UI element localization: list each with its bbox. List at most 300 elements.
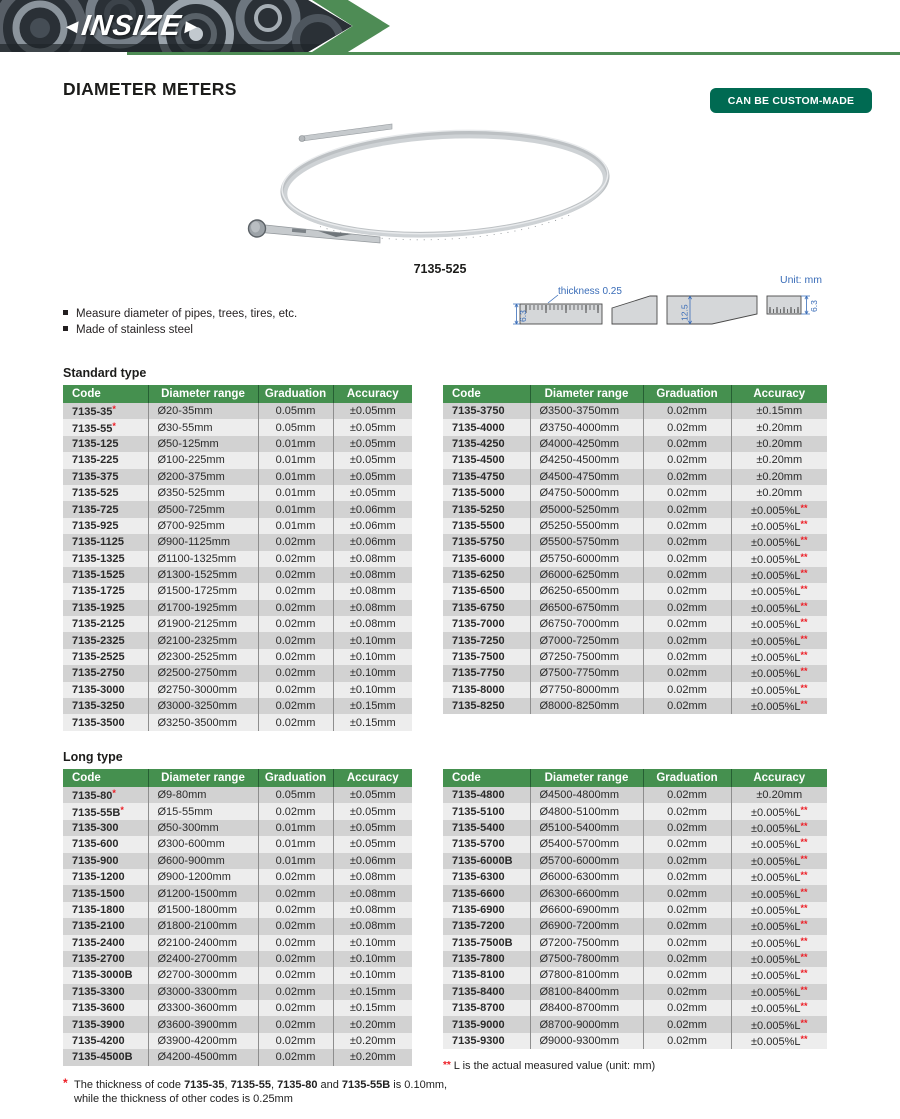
- code-cell: 7135-1925: [72, 601, 125, 614]
- diameter-range-cell: Ø1500-1725mm: [148, 583, 258, 599]
- diameter-range-cell: Ø1200-1500mm: [148, 885, 258, 901]
- graduation-cell: 0.02mm: [643, 452, 731, 468]
- table-row: [443, 869, 827, 885]
- table-row: [63, 518, 412, 534]
- column-header-code: Code: [63, 385, 148, 403]
- table-row: [63, 820, 412, 836]
- graduation-cell: 0.02mm: [643, 1000, 731, 1016]
- list-item: [63, 306, 297, 322]
- table-row: [443, 551, 827, 567]
- bullet-square-icon: [63, 310, 68, 315]
- table-row: [63, 485, 412, 501]
- diameter-range-cell: Ø4000-4250mm: [530, 436, 643, 452]
- diameter-range-cell: Ø350-525mm: [148, 485, 258, 501]
- diameter-range-cell: Ø2100-2325mm: [148, 632, 258, 648]
- graduation-cell: 0.02mm: [643, 436, 731, 452]
- diameter-range-cell: Ø3900-4200mm: [148, 1033, 258, 1049]
- code-cell: 7135-5750: [452, 536, 505, 549]
- diameter-range-cell: Ø6500-6750mm: [530, 600, 643, 616]
- graduation-cell: 0.02mm: [643, 902, 731, 918]
- accuracy-cell: ±0.15mm: [333, 698, 412, 714]
- accuracy-cell: ±0.08mm: [333, 551, 412, 567]
- graduation-cell: 0.02mm: [643, 698, 731, 714]
- asterisk-marker: **: [800, 935, 808, 946]
- accuracy-cell: ±0.08mm: [333, 583, 412, 599]
- asterisk-marker: **: [800, 600, 808, 611]
- code-cell: 7135-2125: [72, 618, 125, 631]
- column-header-accuracy: Accuracy: [333, 385, 412, 403]
- table-row: [63, 803, 412, 819]
- graduation-cell: 0.05mm: [258, 403, 333, 419]
- accuracy-cell: ±0.005%L**: [731, 600, 827, 616]
- table-row: [63, 984, 412, 1000]
- graduation-cell: 0.02mm: [258, 714, 333, 730]
- graduation-cell: 0.02mm: [643, 419, 731, 435]
- graduation-cell: 0.01mm: [258, 485, 333, 501]
- graduation-cell: 0.01mm: [258, 518, 333, 534]
- graduation-cell: 0.02mm: [643, 485, 731, 501]
- table-row: [443, 885, 827, 901]
- table-row: [63, 665, 412, 681]
- asterisk-marker: *: [112, 420, 116, 431]
- graduation-cell: 0.02mm: [643, 935, 731, 951]
- table-row: [63, 567, 412, 583]
- long-type-table-left: [63, 769, 412, 1066]
- graduation-cell: 0.02mm: [643, 967, 731, 983]
- graduation-cell: 0.02mm: [643, 984, 731, 1000]
- diameter-range-cell: Ø3000-3250mm: [148, 698, 258, 714]
- diameter-range-cell: Ø900-1200mm: [148, 869, 258, 885]
- diameter-range-cell: Ø6250-6500mm: [530, 583, 643, 599]
- diameter-range-cell: Ø8400-8700mm: [530, 1000, 643, 1016]
- accuracy-cell: ±0.005%L**: [731, 869, 827, 885]
- table-row: [443, 583, 827, 599]
- accuracy-cell: ±0.08mm: [333, 616, 412, 632]
- graduation-cell: 0.02mm: [258, 682, 333, 698]
- table-row: [63, 1016, 412, 1032]
- code-cell: 7135-525: [72, 487, 119, 500]
- asterisk-marker: **: [800, 919, 808, 930]
- graduation-cell: 0.02mm: [643, 551, 731, 567]
- accuracy-cell: ±0.005%L**: [731, 1016, 827, 1032]
- table-row: [443, 632, 827, 648]
- table-row: [443, 853, 827, 869]
- diameter-range-cell: Ø1700-1925mm: [148, 600, 258, 616]
- accuracy-cell: ±0.05mm: [333, 787, 412, 803]
- dim-left-label: 6.3: [518, 310, 528, 322]
- feature-text: Measure diameter of pipes, trees, tires, etc.: [76, 308, 298, 320]
- diameter-range-cell: Ø5000-5250mm: [530, 501, 643, 517]
- graduation-cell: 0.02mm: [258, 616, 333, 632]
- column-header-graduation: Graduation: [258, 385, 333, 403]
- asterisk-marker: *: [120, 804, 124, 815]
- table-row: [443, 567, 827, 583]
- diameter-range-cell: Ø2300-2525mm: [148, 649, 258, 665]
- diameter-range-cell: Ø5750-6000mm: [530, 551, 643, 567]
- diameter-range-cell: Ø6750-7000mm: [530, 616, 643, 632]
- code-cell: 7135-925: [72, 519, 119, 532]
- diameter-range-cell: Ø7750-8000mm: [530, 682, 643, 698]
- table-row: [443, 918, 827, 934]
- accuracy-cell: ±0.005%L**: [731, 583, 827, 599]
- diameter-range-cell: Ø600-900mm: [148, 853, 258, 869]
- accuracy-cell: ±0.10mm: [333, 935, 412, 951]
- graduation-cell: 0.02mm: [643, 820, 731, 836]
- table-row: [63, 682, 412, 698]
- table-row: [443, 902, 827, 918]
- table-row: [63, 534, 412, 550]
- graduation-cell: 0.02mm: [643, 534, 731, 550]
- asterisk-marker: **: [800, 886, 808, 897]
- graduation-cell: 0.02mm: [643, 1033, 731, 1049]
- accuracy-cell: ±0.005%L**: [731, 1000, 827, 1016]
- accuracy-cell: ±0.20mm: [731, 452, 827, 468]
- accuracy-cell: ±0.20mm: [333, 1016, 412, 1032]
- code-cell: 7135-80*: [72, 788, 116, 803]
- table-row: [63, 419, 412, 435]
- table-row: [443, 787, 827, 803]
- diameter-range-cell: Ø3250-3500mm: [148, 714, 258, 730]
- accuracy-cell: ±0.005%L**: [731, 836, 827, 852]
- graduation-cell: 0.02mm: [643, 803, 731, 819]
- code-cell: 7135-7800: [452, 953, 505, 966]
- feature-text: Made of stainless steel: [76, 324, 193, 336]
- diameter-range-cell: Ø500-725mm: [148, 501, 258, 517]
- diameter-range-cell: Ø8700-9000mm: [530, 1016, 643, 1032]
- accuracy-cell: ±0.15mm: [333, 984, 412, 1000]
- graduation-cell: 0.02mm: [643, 951, 731, 967]
- diameter-range-cell: Ø7000-7250mm: [530, 632, 643, 648]
- footnote-text: The thickness of code 7135-35, 7135-55, 7135-80 and 7135-55B is 0.10mm, while the thickness of other codes is 0.25mm: [74, 1079, 448, 1105]
- accuracy-cell: ±0.08mm: [333, 902, 412, 918]
- code-cell: 7135-7500B: [452, 936, 513, 949]
- graduation-cell: 0.02mm: [258, 698, 333, 714]
- diameter-range-cell: Ø9-80mm: [148, 787, 258, 803]
- code-cell: 7135-300: [72, 821, 119, 834]
- code-cell: 7135-225: [72, 454, 119, 467]
- graduation-cell: 0.01mm: [258, 436, 333, 452]
- table-row: [443, 1000, 827, 1016]
- standard-type-table-right: [443, 385, 827, 714]
- table-row: [63, 935, 412, 951]
- accuracy-cell: ±0.005%L**: [731, 616, 827, 632]
- diameter-range-cell: Ø2750-3000mm: [148, 682, 258, 698]
- diameter-range-cell: Ø3000-3300mm: [148, 984, 258, 1000]
- accuracy-cell: ±0.10mm: [333, 682, 412, 698]
- diameter-range-cell: Ø2700-3000mm: [148, 967, 258, 983]
- graduation-cell: 0.02mm: [643, 518, 731, 534]
- diameter-range-cell: Ø100-225mm: [148, 452, 258, 468]
- asterisk-marker: **: [800, 617, 808, 628]
- table-row: [63, 885, 412, 901]
- table-row: [63, 649, 412, 665]
- asterisk-marker: **: [800, 870, 808, 881]
- accuracy-cell: ±0.005%L**: [731, 803, 827, 819]
- code-cell: 7135-3000B: [72, 969, 133, 982]
- table-header-row: [63, 769, 412, 787]
- graduation-cell: 0.02mm: [258, 984, 333, 1000]
- accuracy-cell: ±0.005%L**: [731, 951, 827, 967]
- accuracy-cell: ±0.05mm: [333, 803, 412, 819]
- graduation-cell: 0.02mm: [258, 649, 333, 665]
- graduation-cell: 0.02mm: [258, 1049, 333, 1065]
- code-cell: 7135-7000: [452, 618, 505, 631]
- table-row: [63, 632, 412, 648]
- accuracy-cell: ±0.20mm: [333, 1033, 412, 1049]
- table-row: [63, 469, 412, 485]
- asterisk-marker: **: [800, 820, 808, 831]
- diameter-range-cell: Ø700-925mm: [148, 518, 258, 534]
- accuracy-cell: ±0.005%L**: [731, 698, 827, 714]
- code-cell: 7135-4000: [452, 421, 505, 434]
- technical-drawing: [512, 270, 897, 348]
- code-cell: 7135-8100: [452, 969, 505, 982]
- asterisk-marker: **: [800, 633, 808, 644]
- accuracy-cell: ±0.05mm: [333, 485, 412, 501]
- tape-section-drawing: [512, 270, 897, 348]
- graduation-cell: 0.02mm: [258, 918, 333, 934]
- graduation-cell: 0.05mm: [258, 419, 333, 435]
- asterisk-marker: **: [800, 502, 808, 513]
- page-title: DIAMETER METERS: [63, 79, 237, 99]
- code-cell: 7135-125: [72, 437, 119, 450]
- code-cell: 7135-600: [72, 838, 119, 851]
- diameter-range-cell: Ø6900-7200mm: [530, 918, 643, 934]
- asterisk-marker: **: [800, 551, 808, 562]
- table-row: [443, 534, 827, 550]
- code-cell: 7135-3300: [72, 985, 125, 998]
- graduation-cell: 0.02mm: [258, 902, 333, 918]
- table-row: [443, 518, 827, 534]
- table-row: [443, 984, 827, 1000]
- accuracy-cell: ±0.20mm: [731, 436, 827, 452]
- accuracy-cell: ±0.20mm: [731, 787, 827, 803]
- diameter-range-cell: Ø2500-2750mm: [148, 665, 258, 681]
- diameter-range-cell: Ø5100-5400mm: [530, 820, 643, 836]
- banner-underline: [127, 52, 900, 55]
- table-row: [443, 1033, 827, 1049]
- diameter-range-cell: Ø3500-3750mm: [530, 403, 643, 419]
- code-cell: 7135-9300: [452, 1035, 505, 1048]
- table-row: [443, 403, 827, 419]
- accuracy-cell: ±0.05mm: [333, 836, 412, 852]
- diameter-range-cell: Ø1800-2100mm: [148, 918, 258, 934]
- column-header-graduation: Graduation: [643, 769, 731, 787]
- asterisk-marker: **: [800, 1034, 808, 1045]
- diameter-range-cell: Ø4500-4800mm: [530, 787, 643, 803]
- diameter-range-cell: Ø4250-4500mm: [530, 452, 643, 468]
- graduation-cell: 0.02mm: [643, 632, 731, 648]
- table-row: [443, 935, 827, 951]
- accuracy-cell: ±0.05mm: [333, 436, 412, 452]
- right-arrow-icon: ►: [179, 15, 203, 38]
- diameter-range-cell: Ø7500-7750mm: [530, 665, 643, 681]
- graduation-cell: 0.02mm: [258, 583, 333, 599]
- table-row: [443, 803, 827, 819]
- graduation-cell: 0.02mm: [258, 567, 333, 583]
- graduation-cell: 0.02mm: [643, 469, 731, 485]
- code-cell: 7135-2400: [72, 936, 125, 949]
- footnote-text: L is the actual measured value (unit: mm): [453, 1060, 656, 1072]
- asterisk-marker: **: [800, 1001, 808, 1012]
- graduation-cell: 0.02mm: [643, 600, 731, 616]
- thickness-label: thickness 0.25: [558, 286, 622, 297]
- table-row: [63, 853, 412, 869]
- graduation-cell: 0.02mm: [258, 600, 333, 616]
- diameter-range-cell: Ø20-35mm: [148, 403, 258, 419]
- diameter-range-cell: Ø7500-7800mm: [530, 951, 643, 967]
- diameter-range-cell: Ø200-375mm: [148, 469, 258, 485]
- asterisk-marker: **: [800, 902, 808, 913]
- code-cell: 7135-4500B: [72, 1051, 133, 1064]
- table-row: [63, 436, 412, 452]
- code-cell: 7135-7250: [452, 634, 505, 647]
- graduation-cell: 0.01mm: [258, 452, 333, 468]
- accuracy-cell: ±0.005%L**: [731, 534, 827, 550]
- code-cell: 7135-3900: [72, 1018, 125, 1031]
- code-cell: 7135-5250: [452, 503, 505, 516]
- accuracy-cell: ±0.20mm: [333, 1049, 412, 1065]
- code-cell: 7135-1725: [72, 585, 125, 598]
- graduation-cell: 0.02mm: [258, 632, 333, 648]
- graduation-cell: 0.02mm: [643, 885, 731, 901]
- code-cell: 7135-900: [72, 854, 119, 867]
- accuracy-cell: ±0.10mm: [333, 967, 412, 983]
- table-row: [63, 583, 412, 599]
- accuracy-cell: ±0.05mm: [333, 452, 412, 468]
- accuracy-cell: ±0.005%L**: [731, 518, 827, 534]
- diameter-range-cell: Ø30-55mm: [148, 419, 258, 435]
- code-cell: 7135-5700: [452, 838, 505, 851]
- table-row: [63, 1033, 412, 1049]
- diameter-range-cell: Ø7800-8100mm: [530, 967, 643, 983]
- code-cell: 7135-5500: [452, 519, 505, 532]
- code-cell: 7135-55*: [72, 420, 116, 435]
- diameter-range-cell: Ø1500-1800mm: [148, 902, 258, 918]
- graduation-cell: 0.01mm: [258, 853, 333, 869]
- table-row: [63, 403, 412, 419]
- table-row: [63, 1000, 412, 1016]
- code-cell: 7135-5000: [452, 487, 505, 500]
- table-row: [63, 452, 412, 468]
- asterisk-marker: **: [800, 837, 808, 848]
- graduation-cell: 0.02mm: [258, 967, 333, 983]
- diameter-range-cell: Ø6000-6300mm: [530, 869, 643, 885]
- accuracy-cell: ±0.06mm: [333, 534, 412, 550]
- code-cell: 7135-35*: [72, 404, 116, 419]
- graduation-cell: 0.02mm: [258, 1000, 333, 1016]
- diameter-range-cell: Ø3300-3600mm: [148, 1000, 258, 1016]
- graduation-cell: 0.01mm: [258, 820, 333, 836]
- asterisk-marker: **: [800, 853, 808, 864]
- table-row: [63, 787, 412, 803]
- diameter-range-cell: Ø3600-3900mm: [148, 1016, 258, 1032]
- column-header-graduation: Graduation: [643, 385, 731, 403]
- column-header-accuracy: Accuracy: [333, 769, 412, 787]
- product-photo: [240, 112, 640, 260]
- table-row: [443, 836, 827, 852]
- code-cell: 7135-375: [72, 470, 119, 483]
- asterisk-marker: **: [800, 584, 808, 595]
- graduation-cell: 0.02mm: [643, 869, 731, 885]
- diameter-range-cell: Ø6000-6250mm: [530, 567, 643, 583]
- table-header-row: [63, 385, 412, 403]
- code-cell: 7135-4750: [452, 470, 505, 483]
- table-row: [63, 600, 412, 616]
- table-row: [443, 436, 827, 452]
- code-cell: 7135-2750: [72, 667, 125, 680]
- product-caption: 7135-525: [413, 262, 467, 276]
- bullet-square-icon: [63, 326, 68, 331]
- code-cell: 7135-4800: [452, 789, 505, 802]
- table-row: [63, 698, 412, 714]
- code-cell: 7135-1800: [72, 903, 125, 916]
- table-row: [63, 951, 412, 967]
- table-row: [443, 820, 827, 836]
- graduation-cell: 0.02mm: [258, 534, 333, 550]
- accuracy-cell: ±0.15mm: [731, 403, 827, 419]
- accuracy-cell: ±0.005%L**: [731, 649, 827, 665]
- code-cell: 7135-3600: [72, 1002, 125, 1015]
- accuracy-cell: ±0.05mm: [333, 403, 412, 419]
- code-cell: 7135-1325: [72, 552, 125, 565]
- brand-banner: [0, 0, 900, 57]
- list-item: [63, 322, 297, 338]
- accuracy-cell: ±0.08mm: [333, 869, 412, 885]
- diameter-range-cell: Ø1100-1325mm: [148, 551, 258, 567]
- diameter-range-cell: Ø8000-8250mm: [530, 698, 643, 714]
- table-row: [63, 869, 412, 885]
- diameter-range-cell: Ø2400-2700mm: [148, 951, 258, 967]
- table-row: [443, 469, 827, 485]
- graduation-cell: 0.05mm: [258, 787, 333, 803]
- thickness-footnote: [63, 1078, 466, 1106]
- diameter-range-cell: Ø4800-5100mm: [530, 803, 643, 819]
- insize-logo: [60, 10, 204, 43]
- accuracy-cell: ±0.08mm: [333, 918, 412, 934]
- table-row: [443, 485, 827, 501]
- code-cell: 7135-6000B: [452, 854, 513, 867]
- table-row: [63, 501, 412, 517]
- code-cell: 7135-725: [72, 503, 119, 516]
- diameter-range-cell: Ø15-55mm: [148, 803, 258, 819]
- asterisk-marker: *: [63, 1076, 68, 1090]
- graduation-cell: 0.02mm: [643, 682, 731, 698]
- code-cell: 7135-1200: [72, 871, 125, 884]
- diameter-range-cell: Ø4500-4750mm: [530, 469, 643, 485]
- diameter-tape-graphic: [240, 112, 640, 260]
- graduation-cell: 0.02mm: [258, 665, 333, 681]
- accuracy-cell: ±0.20mm: [731, 469, 827, 485]
- accuracy-cell: ±0.15mm: [333, 1000, 412, 1016]
- table-row: [443, 682, 827, 698]
- graduation-cell: 0.02mm: [643, 665, 731, 681]
- accuracy-cell: ±0.08mm: [333, 567, 412, 583]
- accuracy-cell: ±0.06mm: [333, 853, 412, 869]
- code-cell: 7135-6500: [452, 585, 505, 598]
- table-row: [443, 419, 827, 435]
- code-cell: 7135-1125: [72, 536, 124, 549]
- accuracy-cell: ±0.005%L**: [731, 918, 827, 934]
- asterisk-marker: **: [800, 952, 808, 963]
- diameter-range-cell: Ø7250-7500mm: [530, 649, 643, 665]
- left-arrow-icon: ◄: [60, 15, 84, 38]
- asterisk-marker: *: [112, 788, 116, 799]
- code-cell: 7135-8250: [452, 700, 505, 713]
- standard-type-table-left: [63, 385, 412, 731]
- code-cell: 7135-1500: [72, 887, 125, 900]
- accuracy-cell: ±0.05mm: [333, 820, 412, 836]
